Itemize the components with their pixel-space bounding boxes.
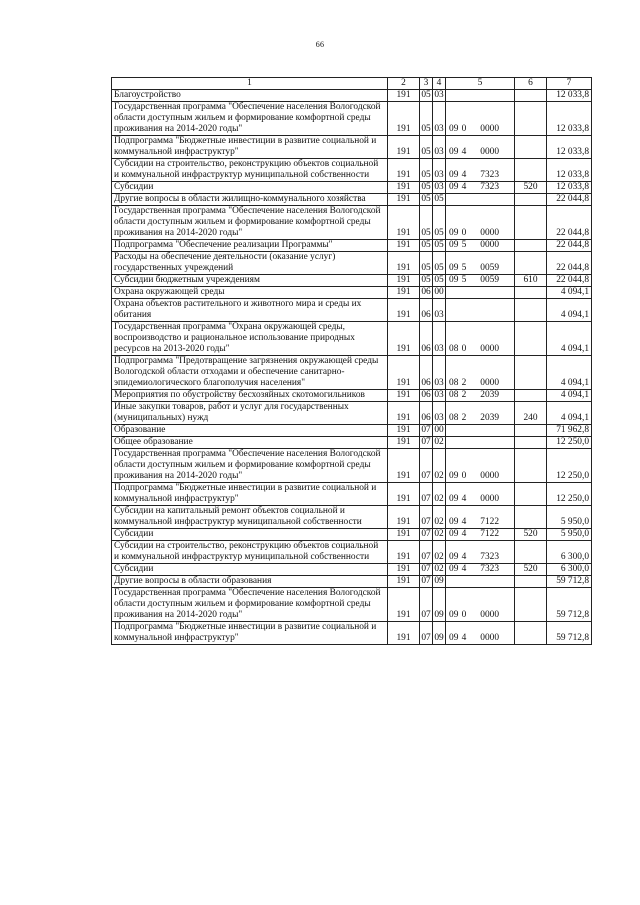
row-admin-code: 191 [388, 356, 420, 390]
row-target-article [446, 299, 515, 322]
target-article-direction: 0000 [480, 240, 499, 250]
row-admin-code: 191 [388, 275, 420, 287]
row-expense-type [515, 425, 547, 437]
row-section-code: 06 [421, 287, 431, 297]
row-target-article [446, 240, 515, 252]
row-section-code: 07 [421, 529, 431, 539]
row-subsection-code: 03 [433, 299, 446, 322]
row-subsection-code: 03 [434, 90, 444, 100]
target-article-program: 09 [449, 263, 459, 273]
row-amount: 22 044,8 [547, 194, 592, 206]
target-article-subprogram: 4 [461, 633, 467, 643]
row-name: Благоустройство [112, 90, 388, 102]
row-subsection-code: 03 [433, 402, 446, 425]
row-section-code: 07 [420, 449, 433, 483]
target-article-subprogram: 4 [461, 170, 467, 180]
header-col-2: 2 [388, 78, 420, 90]
row-target-article [446, 529, 515, 541]
target-article-subprogram: 0 [461, 344, 467, 354]
target-article-direction: 0000 [480, 471, 499, 481]
row-name: Мероприятия по обустройству бесхозяйных скотомогильников [112, 390, 388, 402]
row-subsection-code: 05 [434, 240, 444, 250]
row-amount: 22 044,8 [547, 206, 592, 240]
row-name: Субсидии на капитальный ремонт объектов социальной и коммунальной инфраструктур муниципальной собственности [112, 506, 388, 529]
target-article-direction: 2039 [480, 413, 499, 423]
row-section-code: 06 [421, 390, 431, 400]
target-article-direction: 0000 [480, 124, 499, 134]
row-name: Государственная программа "Обеспечение населения Вологодской области доступным жильем и формирование комфортной среды проживания на 2014-2020 годы" [112, 449, 388, 483]
row-target-article [446, 483, 515, 506]
row-admin-code: 191 [388, 90, 420, 102]
row-subsection-code: 02 [434, 529, 444, 539]
row-admin-code: 191 [388, 564, 420, 576]
row-admin-code: 191 [388, 194, 420, 206]
row-amount: 71 962,8 [547, 425, 592, 437]
table-row [112, 402, 592, 425]
header-col-3: 3 [420, 78, 433, 90]
row-subsection-code: 03 [433, 356, 446, 390]
row-admin-code: 191 [388, 252, 420, 275]
target-article-program: 08 [449, 344, 459, 354]
row-subsection-code: 05 [433, 206, 446, 240]
target-article-program: 09 [449, 124, 459, 134]
row-amount: 12 033,8 [547, 102, 592, 136]
row-admin-code: 191 [388, 322, 420, 356]
row-target-article [446, 402, 515, 425]
row-section-code: 05 [421, 275, 431, 285]
header-row [112, 78, 592, 90]
target-article-direction: 7323 [480, 170, 499, 180]
row-name: Субсидии на строительство, реконструкцию объектов социальной и коммунальной инфраструктур муниципальной собственности [112, 541, 388, 564]
row-name: Субсидии на строительство, реконструкцию объектов социальной и коммунальной инфраструктур муниципальной собственности [112, 159, 388, 182]
target-article-subprogram: 4 [461, 529, 467, 539]
row-name: Подпрограмма "Бюджетные инвестиции в развитие социальной и коммунальной инфраструктур" [112, 136, 388, 159]
row-admin-code: 191 [388, 588, 420, 622]
target-article-program: 09 [449, 633, 459, 643]
target-article-subprogram: 4 [461, 147, 467, 157]
row-expense-type [515, 240, 547, 252]
row-expense-type [515, 576, 547, 588]
row-subsection-code: 09 [433, 588, 446, 622]
target-article-direction: 0000 [480, 610, 499, 620]
target-article-program: 09 [449, 610, 459, 620]
target-article-subprogram: 4 [461, 564, 467, 574]
row-admin-code: 191 [388, 437, 420, 449]
table-row [112, 564, 592, 576]
row-name: Другие вопросы в области образования [112, 576, 388, 588]
row-name: Другие вопросы в области жилищно-коммунального хозяйства [112, 194, 388, 206]
row-amount: 59 712,8 [547, 588, 592, 622]
row-admin-code: 191 [388, 425, 420, 437]
table-body [112, 90, 592, 645]
row-amount: 6 300,0 [547, 564, 592, 576]
header-col-1: 1 [112, 78, 388, 90]
row-admin-code: 191 [388, 136, 420, 159]
target-article-subprogram: 2 [461, 390, 467, 400]
row-name: Расходы на обеспечение деятельности (оказание услуг) государственных учреждений [112, 252, 388, 275]
row-expense-type [515, 299, 547, 322]
row-expense-type [515, 287, 547, 299]
row-section-code: 06 [420, 356, 433, 390]
row-target-article [446, 506, 515, 529]
table-row [112, 541, 592, 564]
row-amount: 4 094,1 [547, 322, 592, 356]
row-amount: 6 300,0 [547, 541, 592, 564]
row-subsection-code: 00 [434, 425, 444, 435]
row-name: Образование [112, 425, 388, 437]
table-row [112, 159, 592, 182]
table-row [112, 252, 592, 275]
target-article-subprogram: 5 [461, 275, 467, 285]
row-admin-code: 191 [388, 159, 420, 182]
table-row [112, 102, 592, 136]
row-target-article [446, 90, 515, 102]
row-name: Охрана объектов растительного и животного мира и среды их обитания [112, 299, 388, 322]
row-expense-type: 610 [515, 275, 547, 287]
target-article-subprogram: 0 [461, 228, 467, 238]
target-article-direction: 7323 [480, 564, 499, 574]
row-subsection-code: 02 [433, 506, 446, 529]
row-expense-type [515, 206, 547, 240]
table-row [112, 449, 592, 483]
row-amount: 4 094,1 [547, 390, 592, 402]
table-row [112, 90, 592, 102]
row-subsection-code: 09 [434, 576, 444, 586]
row-subsection-code: 00 [434, 287, 444, 297]
row-target-article [446, 182, 515, 194]
row-admin-code: 191 [388, 576, 420, 588]
table-row [112, 425, 592, 437]
row-target-article [446, 287, 515, 299]
row-name: Подпрограмма "Обеспечение реализации Программы" [112, 240, 388, 252]
row-admin-code: 191 [388, 483, 420, 506]
row-section-code: 07 [420, 541, 433, 564]
table-row [112, 299, 592, 322]
row-expense-type [515, 622, 547, 645]
row-section-code: 05 [421, 182, 431, 192]
row-section-code: 07 [420, 506, 433, 529]
table-row [112, 483, 592, 506]
row-section-code: 07 [421, 576, 431, 586]
row-name: Субсидии [112, 182, 388, 194]
target-article-subprogram: 4 [461, 517, 467, 527]
table-row [112, 588, 592, 622]
row-subsection-code: 02 [434, 564, 444, 574]
row-admin-code: 191 [388, 529, 420, 541]
target-article-subprogram: 0 [461, 124, 467, 134]
target-article-direction: 0000 [480, 344, 499, 354]
row-expense-type [515, 252, 547, 275]
row-section-code: 07 [420, 588, 433, 622]
row-target-article [446, 252, 515, 275]
target-article-program: 09 [449, 170, 459, 180]
row-expense-type [515, 136, 547, 159]
target-article-direction: 0059 [480, 275, 499, 285]
row-section-code: 05 [420, 102, 433, 136]
row-admin-code: 191 [388, 206, 420, 240]
header-col-4: 4 [433, 78, 446, 90]
target-article-program: 09 [449, 564, 459, 574]
table-row [112, 322, 592, 356]
row-admin-code: 191 [388, 402, 420, 425]
row-expense-type [515, 541, 547, 564]
row-target-article [446, 322, 515, 356]
row-amount: 4 094,1 [547, 299, 592, 322]
target-article-subprogram: 4 [461, 182, 467, 192]
row-expense-type [515, 449, 547, 483]
target-article-direction: 7323 [480, 182, 499, 192]
row-expense-type [515, 159, 547, 182]
row-section-code: 05 [420, 252, 433, 275]
row-section-code: 07 [420, 483, 433, 506]
target-article-direction: 7122 [480, 529, 499, 539]
row-subsection-code: 03 [433, 102, 446, 136]
row-target-article [446, 102, 515, 136]
target-article-program: 09 [449, 517, 459, 527]
row-amount: 4 094,1 [547, 287, 592, 299]
row-admin-code: 191 [388, 102, 420, 136]
row-subsection-code: 02 [433, 541, 446, 564]
row-section-code: 06 [420, 402, 433, 425]
table-row [112, 622, 592, 645]
row-target-article [446, 541, 515, 564]
row-expense-type [515, 194, 547, 206]
row-section-code: 05 [421, 90, 431, 100]
row-subsection-code: 03 [434, 182, 444, 192]
table-row [112, 437, 592, 449]
target-article-program: 09 [449, 147, 459, 157]
row-expense-type [515, 356, 547, 390]
row-expense-type: 240 [515, 402, 547, 425]
row-target-article [446, 159, 515, 182]
row-expense-type [515, 483, 547, 506]
row-section-code: 05 [421, 240, 431, 250]
row-amount: 59 712,8 [547, 576, 592, 588]
target-article-subprogram: 5 [461, 263, 467, 273]
row-section-code: 05 [420, 206, 433, 240]
row-section-code: 06 [420, 322, 433, 356]
row-expense-type: 520 [515, 564, 547, 576]
row-name: Иные закупки товаров, работ и услуг для государственных (муниципальных) нужд [112, 402, 388, 425]
row-target-article [446, 206, 515, 240]
row-amount: 12 250,0 [547, 483, 592, 506]
target-article-subprogram: 2 [461, 378, 467, 388]
target-article-direction: 2039 [480, 390, 499, 400]
target-article-program: 09 [449, 552, 459, 562]
header-col-5: 5 [446, 78, 515, 90]
row-name: Государственная программа "Охрана окружающей среды, воспроизводство и рациональное использование природных ресурсов на 2013-2020 годы" [112, 322, 388, 356]
row-section-code: 07 [421, 425, 431, 435]
header-col-6: 6 [515, 78, 547, 90]
row-section-code: 05 [421, 194, 431, 204]
row-subsection-code: 03 [434, 390, 444, 400]
table-row [112, 136, 592, 159]
table-row [112, 287, 592, 299]
table-row [112, 182, 592, 194]
table-row [112, 275, 592, 287]
row-target-article [446, 136, 515, 159]
row-subsection-code: 02 [433, 449, 446, 483]
table-row [112, 506, 592, 529]
target-article-subprogram: 0 [461, 471, 467, 481]
table-row [112, 576, 592, 588]
target-article-program: 09 [449, 275, 459, 285]
row-name: Подпрограмма "Предотвращение загрязнения окружающей среды Вологодской области отходами и обеспечение санитарно-эпидемиологического благополучия населения" [112, 356, 388, 390]
target-article-subprogram: 0 [461, 610, 467, 620]
row-amount: 22 044,8 [547, 252, 592, 275]
row-name: Государственная программа "Обеспечение населения Вологодской области доступным жильем и формирование комфортной среды проживания на 2014-2020 годы" [112, 588, 388, 622]
row-amount: 12 033,8 [547, 136, 592, 159]
row-subsection-code: 02 [433, 483, 446, 506]
row-admin-code: 191 [388, 182, 420, 194]
target-article-direction: 0000 [480, 494, 499, 504]
row-name: Подпрограмма "Бюджетные инвестиции в развитие социальной и коммунальной инфраструктур" [112, 622, 388, 645]
budget-table [111, 77, 592, 645]
table-row [112, 240, 592, 252]
row-expense-type: 520 [515, 182, 547, 194]
row-amount: 59 712,8 [547, 622, 592, 645]
row-section-code: 07 [421, 564, 431, 574]
target-article-program: 09 [449, 228, 459, 238]
target-article-program: 09 [449, 240, 459, 250]
row-subsection-code: 03 [433, 322, 446, 356]
row-amount: 4 094,1 [547, 402, 592, 425]
row-expense-type [515, 437, 547, 449]
row-section-code: 07 [421, 437, 431, 447]
row-admin-code: 191 [388, 622, 420, 645]
target-article-subprogram: 4 [461, 552, 467, 562]
row-section-code: 07 [420, 622, 433, 645]
row-name: Подпрограмма "Бюджетные инвестиции в развитие социальной и коммунальной инфраструктур" [112, 483, 388, 506]
row-name: Субсидии бюджетным учреждениям [112, 275, 388, 287]
row-amount: 22 044,8 [547, 240, 592, 252]
target-article-program: 08 [449, 413, 459, 423]
target-article-program: 09 [449, 182, 459, 192]
row-subsection-code: 09 [433, 622, 446, 645]
row-subsection-code: 05 [434, 275, 444, 285]
target-article-direction: 0000 [480, 378, 499, 388]
row-amount: 12 033,8 [547, 159, 592, 182]
row-subsection-code: 03 [433, 136, 446, 159]
target-article-subprogram: 2 [461, 413, 467, 423]
row-admin-code: 191 [388, 390, 420, 402]
target-article-subprogram: 4 [461, 494, 467, 504]
table-row [112, 390, 592, 402]
row-target-article [446, 437, 515, 449]
target-article-direction: 7122 [480, 517, 499, 527]
row-section-code: 06 [420, 299, 433, 322]
page-number: 66 [315, 40, 325, 49]
target-article-direction: 7323 [480, 552, 499, 562]
table-row [112, 194, 592, 206]
row-expense-type: 520 [515, 529, 547, 541]
row-admin-code: 191 [388, 449, 420, 483]
row-name: Охрана окружающей среды [112, 287, 388, 299]
row-target-article [446, 588, 515, 622]
target-article-direction: 0000 [480, 147, 499, 157]
target-article-program: 09 [449, 494, 459, 504]
row-section-code: 05 [420, 136, 433, 159]
row-name: Субсидии [112, 564, 388, 576]
row-name: Государственная программа "Обеспечение населения Вологодской области доступным жильем и формирование комфортной среды проживания на 2014-2020 годы" [112, 102, 388, 136]
header-col-7: 7 [547, 78, 592, 90]
row-name: Субсидии [112, 529, 388, 541]
row-expense-type [515, 90, 547, 102]
row-admin-code: 191 [388, 299, 420, 322]
row-expense-type [515, 506, 547, 529]
row-target-article [446, 356, 515, 390]
row-target-article [446, 390, 515, 402]
row-name: Общее образование [112, 437, 388, 449]
row-amount: 12 033,8 [547, 90, 592, 102]
row-section-code: 05 [420, 159, 433, 182]
row-expense-type [515, 390, 547, 402]
row-expense-type [515, 322, 547, 356]
row-subsection-code: 02 [434, 437, 444, 447]
row-target-article [446, 194, 515, 206]
row-amount: 12 033,8 [547, 182, 592, 194]
row-subsection-code: 05 [434, 194, 444, 204]
row-amount: 22 044,8 [547, 275, 592, 287]
row-target-article [446, 275, 515, 287]
target-article-subprogram: 5 [461, 240, 467, 250]
row-target-article [446, 576, 515, 588]
row-amount: 5 950,0 [547, 529, 592, 541]
target-article-direction: 0059 [480, 263, 499, 273]
row-target-article [446, 449, 515, 483]
target-article-direction: 0000 [480, 633, 499, 643]
target-article-program: 09 [449, 471, 459, 481]
row-target-article [446, 425, 515, 437]
row-amount: 5 950,0 [547, 506, 592, 529]
table-row [112, 206, 592, 240]
row-admin-code: 191 [388, 506, 420, 529]
table-row [112, 529, 592, 541]
table-row [112, 356, 592, 390]
target-article-direction: 0000 [480, 228, 499, 238]
row-admin-code: 191 [388, 287, 420, 299]
row-subsection-code: 05 [433, 252, 446, 275]
row-amount: 12 250,0 [547, 449, 592, 483]
row-subsection-code: 03 [433, 159, 446, 182]
row-name: Государственная программа "Обеспечение населения Вологодской области доступным жильем и формирование комфортной среды проживания на 2014-2020 годы" [112, 206, 388, 240]
target-article-program: 08 [449, 378, 459, 388]
row-amount: 12 250,0 [547, 437, 592, 449]
row-target-article [446, 622, 515, 645]
row-expense-type [515, 588, 547, 622]
row-expense-type [515, 102, 547, 136]
target-article-program: 08 [449, 390, 459, 400]
row-admin-code: 191 [388, 240, 420, 252]
row-target-article [446, 564, 515, 576]
row-admin-code: 191 [388, 541, 420, 564]
row-amount: 4 094,1 [547, 356, 592, 390]
target-article-program: 09 [449, 529, 459, 539]
